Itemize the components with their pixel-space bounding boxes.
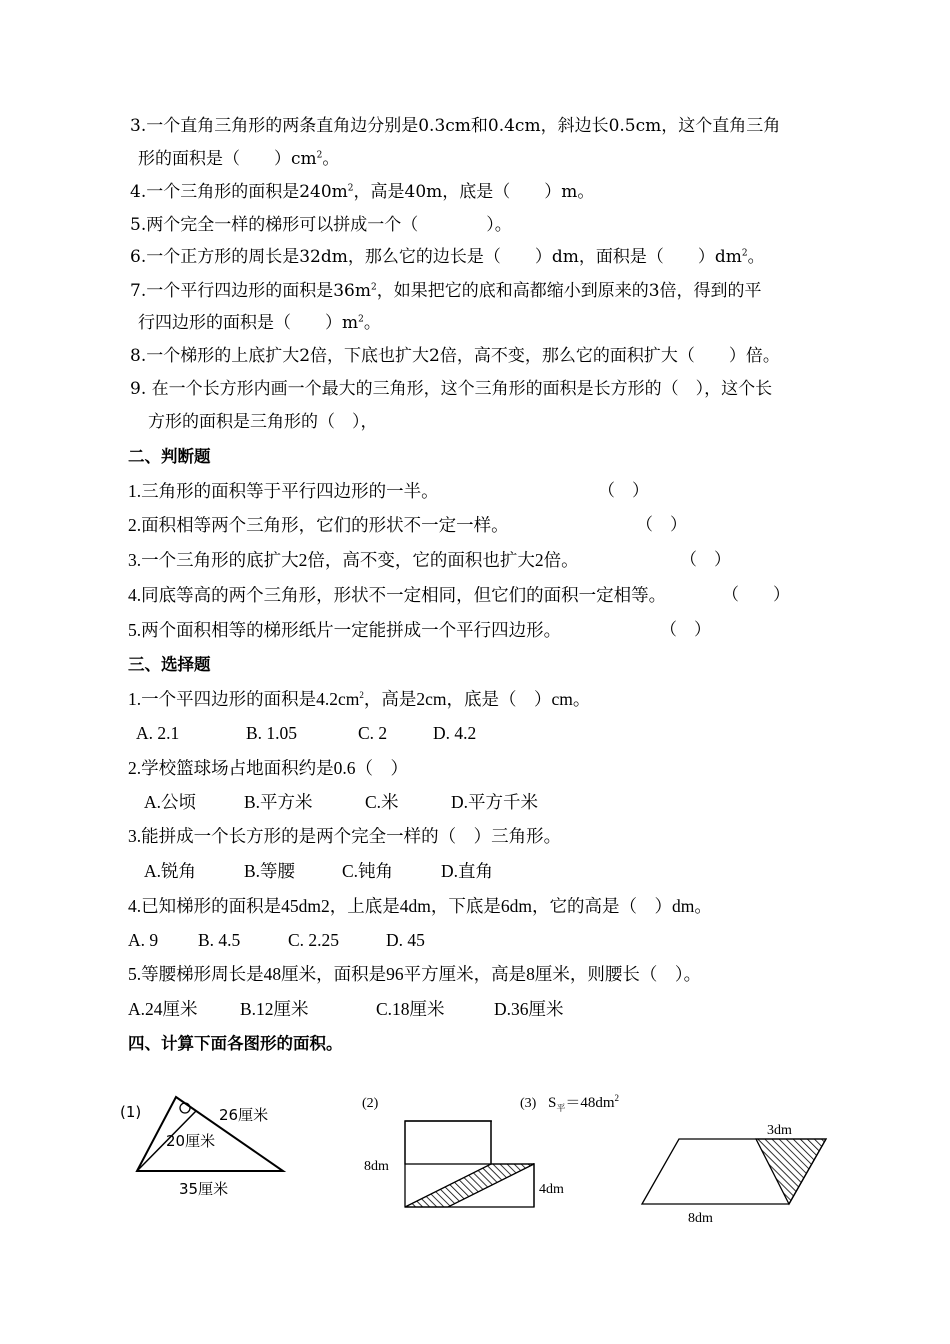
fig2-height-label: 8dm <box>364 1159 389 1174</box>
choice-q4-option-c[interactable]: C. 2.25 <box>288 930 340 950</box>
choice-q5-option-b[interactable]: B.12厘米 <box>240 999 309 1019</box>
choice-q3-option-c[interactable]: C.钝角 <box>342 861 394 881</box>
shaded-triangle <box>756 1139 826 1204</box>
shaded-parallelogram <box>405 1164 534 1207</box>
section-heading-judge: 二、判断题 <box>128 447 211 466</box>
fig3-area <box>548 1095 619 1116</box>
fill-q7-text2: 行四边形的面积是（ ）m <box>138 313 359 333</box>
fill-q6-text: 6.一个正方形的周长是32dm，那么它的边长是（ ）dm，面积是（ ）dm <box>130 247 742 267</box>
fill-q7-text: 7.一个平行四边形的面积是36m <box>130 281 371 301</box>
fig3-area-symbol: S <box>548 1095 557 1111</box>
fill-q3-end: 。 <box>322 149 340 169</box>
choice-q1-option-d[interactable]: D. 4.2 <box>433 723 477 743</box>
upper-square <box>405 1121 491 1164</box>
fig1-base-label: 35厘米 <box>179 1180 229 1198</box>
fig3-base-label: 8dm <box>688 1211 713 1226</box>
choice-q2-option-d[interactable]: D.平方千米 <box>451 792 539 812</box>
judge-answer-1[interactable]: （ ） <box>598 481 649 501</box>
judge-answer-3[interactable]: （ ） <box>680 550 731 570</box>
choice-q3: 3.能拼成一个长方形的是两个完全一样的（ ）三角形。 <box>128 826 562 846</box>
superscript: 2 <box>347 183 354 194</box>
choice-q2: 2.学校篮球场占地面积约是0.6（ ） <box>128 758 408 778</box>
fill-q9-line1: 9. 在一个长方形内画一个最大的三角形，这个三角形的面积是长方形的（ ），这个长 <box>130 379 773 399</box>
fig3-label: (3) <box>520 1096 537 1111</box>
choice-q5-option-c[interactable]: C.18厘米 <box>376 999 445 1019</box>
section-heading-calc: 四、计算下面各图形的面积。 <box>128 1034 343 1053</box>
fig2-label: (2) <box>362 1096 379 1111</box>
choice-q1-option-c[interactable]: C. 2 <box>358 723 388 743</box>
fig3-top-label: 3dm <box>767 1123 792 1138</box>
superscript: 2 <box>316 150 323 161</box>
choice-q1-end: ，高是2cm，底是（ ）cm。 <box>363 689 591 709</box>
fill-q7-end: 。 <box>363 313 381 333</box>
judge-item-5: 5.两个面积相等的梯形纸片一定能拼成一个平行四边形。 <box>128 620 562 640</box>
superscript: 2 <box>741 248 748 259</box>
fill-q4-text: 4.一个三角形的面积是240m <box>130 182 348 202</box>
fig1-label: (1) <box>120 1103 142 1121</box>
fill-q8: 8.一个梯形的上底扩大2倍，下底也扩大2倍，高不变，那么它的面积扩大（ ）倍。 <box>130 346 780 366</box>
fill-q5: 5.两个完全一样的梯形可以拼成一个（ ）。 <box>130 215 512 235</box>
choice-q2-option-c[interactable]: C.米 <box>365 792 399 812</box>
choice-q1-option-b[interactable]: B. 1.05 <box>246 723 298 743</box>
judge-answer-5[interactable]: （ ） <box>660 620 711 640</box>
fig1-side2-label: 20厘米 <box>166 1132 216 1150</box>
choice-q4: 4.已知梯形的面积是45dm2，上底是4dm，下底是6dm，它的高是（ ）dm。 <box>128 896 712 916</box>
superscript: 2 <box>358 314 364 325</box>
choice-q3-option-d[interactable]: D.直角 <box>441 861 494 881</box>
choice-q3-option-b[interactable]: B.等腰 <box>244 861 296 881</box>
choice-q1-text: 1.一个平四边形的面积是4.2cm <box>128 689 360 709</box>
fig3-area-subscript: 平 <box>556 1103 566 1113</box>
fig1-side1-label: 26厘米 <box>219 1106 269 1124</box>
judge-answer-4[interactable]: （ ） <box>722 585 790 605</box>
choice-q2-option-b[interactable]: B.平方米 <box>244 792 313 812</box>
fig3-area-value: ＝48dm <box>565 1095 615 1111</box>
fill-q3-text: 形的面积是（ ）cm <box>138 149 317 169</box>
superscript: 2 <box>370 282 377 293</box>
judge-answer-2[interactable]: （ ） <box>636 515 687 535</box>
choice-q3-option-a[interactable]: A.锐角 <box>144 861 197 881</box>
choice-q4-option-d[interactable]: D. 45 <box>386 930 425 950</box>
choice-q4-option-a[interactable]: A. 9 <box>128 930 159 950</box>
choice-q5-option-d[interactable]: D.36厘米 <box>494 999 564 1019</box>
fig2-side-label: 4dm <box>539 1182 564 1197</box>
choice-q4-option-b[interactable]: B. 4.5 <box>198 930 241 950</box>
choice-q5-option-a[interactable]: A.24厘米 <box>128 999 198 1019</box>
choice-q5: 5.等腰梯形周长是48厘米，面积是96平方厘米，高是8厘米，则腰长（ ）。 <box>128 964 702 984</box>
choice-q2-option-a[interactable]: A.公顷 <box>144 792 197 812</box>
fill-q4-end: ，高是40m，底是（ ）m。 <box>353 182 595 202</box>
judge-item-2: 2.面积相等两个三角形，它们的形状不一定一样。 <box>128 515 509 535</box>
fill-q3-line1: 3.一个直角三角形的两条直角边分别是0.3cm和0.4cm，斜边长0.5cm，这个直角三角 <box>130 116 781 136</box>
judge-item-3: 3.一个三角形的底扩大2倍，高不变，它的面积也扩大2倍。 <box>128 550 579 570</box>
choice-q1-option-a[interactable]: A. 2.1 <box>136 723 180 743</box>
superscript: 2 <box>359 690 364 701</box>
fill-q9-line2: 方形的面积是三角形的（ ）， <box>148 412 378 432</box>
superscript: 2 <box>614 1093 620 1103</box>
judge-item-4: 4.同底等高的两个三角形，形状不一定相同，但它们的面积一定相等。 <box>128 585 667 605</box>
right-angle-mark <box>180 1103 190 1113</box>
section-heading-choice: 三、选择题 <box>128 655 211 674</box>
mask-top-right <box>492 1115 542 1163</box>
judge-item-1: 1.三角形的面积等于平行四边形的一半。 <box>128 481 439 501</box>
fill-q7-text-cont: ，如果把它的底和高都缩小到原来的3倍，得到的平 <box>376 281 762 301</box>
fill-q6-end: 。 <box>747 247 765 267</box>
